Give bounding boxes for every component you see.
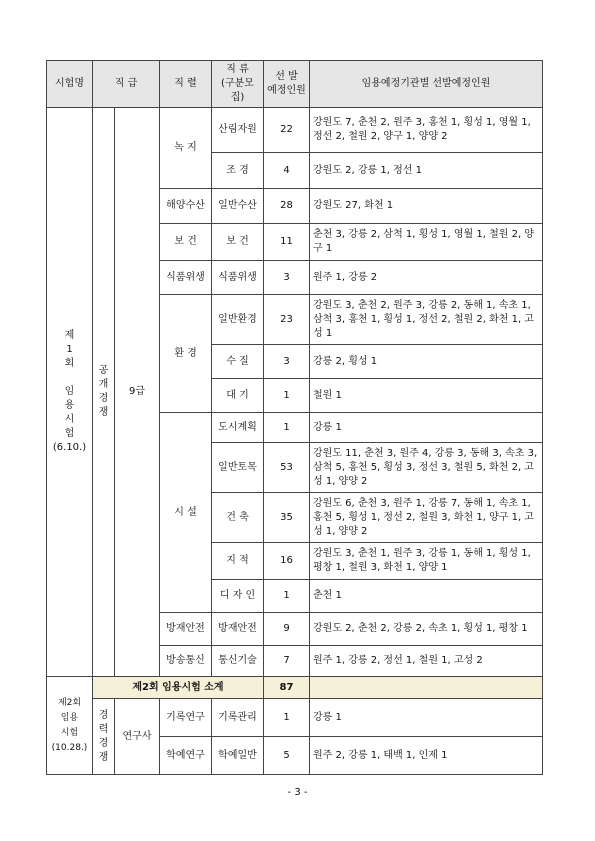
agencies-cell: 춘천 1	[310, 580, 543, 613]
count-cell: 28	[264, 189, 310, 224]
agencies-cell: 강릉 1	[310, 699, 543, 737]
class-cell: 수 질	[212, 345, 264, 379]
agencies-cell: 원주 2, 강릉 1, 태백 1, 인제 1	[310, 737, 543, 775]
count-cell: 7	[264, 646, 310, 677]
count-cell: 5	[264, 737, 310, 775]
class-cell: 일반토목	[212, 443, 264, 493]
agencies-cell: 강원도 3, 춘천 2, 원주 3, 강릉 2, 동해 1, 속초 1, 삼척 3, 홍천 1, 횡성 1, 정선 2, 철원 2, 화천 1, 고성 1	[310, 295, 543, 345]
class-cell: 대 기	[212, 379, 264, 413]
grade2-label: 연구사	[115, 699, 160, 775]
class-cell: 지 적	[212, 543, 264, 580]
agencies-cell: 강원도 11, 춘천 3, 원주 4, 강릉 3, 동해 3, 속초 3, 삼척 5, 홍천 5, 횡성 3, 정선 3, 철원 5, 화천 2, 고성 1, 양양 2	[310, 443, 543, 493]
class-cell: 일반수산	[212, 189, 264, 224]
agencies-cell: 원주 1, 강릉 2, 정선 1, 철원 1, 고성 2	[310, 646, 543, 677]
class-cell: 방재안전	[212, 613, 264, 646]
series-cell: 기록연구	[160, 699, 212, 737]
count-cell: 3	[264, 345, 310, 379]
class-cell: 조 경	[212, 153, 264, 189]
count-cell: 1	[264, 580, 310, 613]
exam2-label: 제2회 임용 시험 (10.28.)	[47, 677, 93, 775]
agencies-cell: 강원도 2, 춘천 2, 강릉 2, 속초 1, 횡성 1, 평창 1	[310, 613, 543, 646]
count-cell: 23	[264, 295, 310, 345]
series-cell: 보 건	[160, 224, 212, 261]
agencies-cell: 춘천 3, 강릉 2, 삼척 1, 횡성 1, 영월 1, 철원 2, 양구 1	[310, 224, 543, 261]
exam1-label: 제 1 회 임 용 시 험 (6.10.)	[47, 108, 93, 677]
class-cell: 통신기술	[212, 646, 264, 677]
count-cell: 22	[264, 108, 310, 153]
series-cell: 식품위생	[160, 261, 212, 295]
class-cell: 일반환경	[212, 295, 264, 345]
series-group-facility: 시 설	[160, 413, 212, 613]
class-cell: 산림자원	[212, 108, 264, 153]
class-cell: 디 자 인	[212, 580, 264, 613]
header-exam: 시험명	[47, 61, 93, 108]
competition1-label: 공 개 경 쟁	[93, 108, 115, 677]
subtotal-empty	[310, 677, 543, 699]
count-cell: 35	[264, 493, 310, 543]
count-cell: 1	[264, 379, 310, 413]
class-cell: 기록관리	[212, 699, 264, 737]
table-row	[47, 699, 543, 737]
agencies-cell: 철원 1	[310, 379, 543, 413]
agencies-cell: 강원도 6, 춘천 3, 원주 1, 강릉 7, 동해 1, 속초 1, 홍천 5, 횡성 1, 정선 2, 철원 3, 화천 1, 양구 1, 고성 1, 양양 2	[310, 493, 543, 543]
header-series: 직 렬	[160, 61, 212, 108]
subtotal-value: 87	[264, 677, 310, 699]
count-cell: 3	[264, 261, 310, 295]
series-cell: 방재안전	[160, 613, 212, 646]
count-cell: 53	[264, 443, 310, 493]
count-cell: 9	[264, 613, 310, 646]
agencies-cell: 원주 1, 강릉 2	[310, 261, 543, 295]
recruitment-table	[46, 60, 543, 775]
count-cell: 1	[264, 699, 310, 737]
series-cell: 방송통신	[160, 646, 212, 677]
series-cell: 해양수산	[160, 189, 212, 224]
class-cell: 건 축	[212, 493, 264, 543]
count-cell: 1	[264, 413, 310, 443]
header-agencies: 임용예정기관별 선발예정인원	[310, 61, 543, 108]
class-cell: 식품위생	[212, 261, 264, 295]
class-cell: 학예일반	[212, 737, 264, 775]
page-number: - 3 -	[287, 787, 308, 798]
series-group-environment: 환 경	[160, 295, 212, 413]
agencies-cell: 강릉 1	[310, 413, 543, 443]
header-row	[47, 61, 543, 108]
subtotal-row	[47, 677, 543, 699]
subtotal-label: 제2회 임용시험 소계	[93, 677, 264, 699]
class-cell: 도시계획	[212, 413, 264, 443]
header-grade: 직 급	[93, 61, 160, 108]
header-class: 직 류 (구분모집)	[212, 61, 264, 108]
agencies-cell: 강원도 7, 춘천 2, 원주 3, 홍천 1, 횡성 1, 영월 1, 정선 2, 철원 2, 양구 1, 양양 2	[310, 108, 543, 153]
agencies-cell: 강원도 2, 강릉 1, 정선 1	[310, 153, 543, 189]
agencies-cell: 강릉 2, 횡성 1	[310, 345, 543, 379]
series-cell: 학예연구	[160, 737, 212, 775]
class-cell: 보 건	[212, 224, 264, 261]
table-row	[47, 108, 543, 153]
competition2-label: 경 력 경 쟁	[93, 699, 115, 775]
count-cell: 11	[264, 224, 310, 261]
agencies-cell: 강원도 27, 화천 1	[310, 189, 543, 224]
series-group-welfare: 녹 지	[160, 108, 212, 189]
count-cell: 4	[264, 153, 310, 189]
header-count: 선 발 예정인원	[264, 61, 310, 108]
agencies-cell: 강원도 3, 춘천 1, 원주 3, 강릉 1, 동해 1, 횡성 1, 평창 1, 철원 3, 화천 1, 양양 1	[310, 543, 543, 580]
count-cell: 16	[264, 543, 310, 580]
grade1-label: 9급	[115, 108, 160, 677]
